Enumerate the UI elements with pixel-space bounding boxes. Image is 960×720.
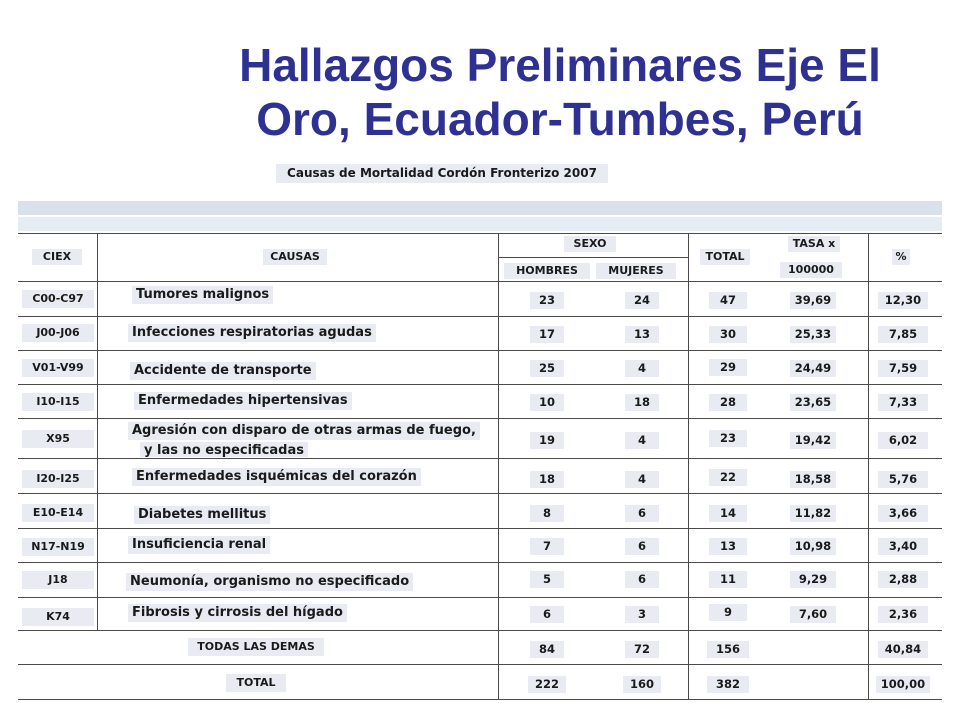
row-divider [18,528,942,529]
row-ciex: I10-I15 [22,393,94,411]
row-causa: Infecciones respiratorias agudas [128,324,376,342]
row-hombres: 17 [530,326,564,343]
others-total: 156 [707,641,749,658]
row-mujeres: 24 [625,292,659,309]
row-divider [18,630,942,631]
row-hombres: 10 [530,394,564,411]
row-hombres: 18 [530,471,564,488]
row-tasa: 23,65 [790,394,836,411]
row-divider [18,562,942,563]
row-ciex: N17-N19 [22,538,94,556]
row-hombres: 19 [530,432,564,449]
col-divider [688,233,689,700]
row-ciex: C00-C97 [22,290,94,308]
row-mujeres: 6 [625,505,659,522]
header-tasa-line1: TASA x [788,236,840,252]
row-divider [18,418,942,419]
row-tasa: 18,58 [790,471,836,488]
row-ciex: E10-E14 [22,504,94,522]
others-mujeres: 72 [625,641,659,658]
row-divider [18,458,942,459]
row-causa: Enfermedades hipertensivas [134,392,352,410]
row-hombres: 5 [530,571,564,588]
row-percent: 2,36 [878,606,928,623]
row-tasa: 24,49 [790,360,836,377]
row-total: 22 [709,469,747,486]
totals-total: 382 [707,676,749,693]
row-percent: 7,85 [878,326,928,343]
others-label: TODAS LAS DEMAS [188,638,324,656]
header-ciex: CIEX [32,249,82,265]
row-tasa: 11,82 [790,505,836,522]
row-percent: 7,33 [878,394,928,411]
row-causa: Diabetes mellitus [134,506,270,524]
totals-mujeres: 160 [623,676,661,693]
row-percent: 3,40 [878,538,928,555]
row-mujeres: 4 [625,432,659,449]
header-sexo: SEXO [564,236,616,252]
row-hombres: 8 [530,505,564,522]
row-ciex: X95 [22,430,94,448]
page-title-line1: Hallazgos Preliminares Eje El [239,39,881,91]
table-border-bottom [18,699,942,700]
totals-percent: 100,00 [876,676,930,693]
row-tasa: 9,29 [790,571,836,588]
row-tasa: 19,42 [790,432,836,449]
others-percent: 40,84 [878,641,928,658]
row-tasa: 7,60 [790,606,836,623]
row-hombres: 23 [530,292,564,309]
row-causa: Fibrosis y cirrosis del hígado [128,604,347,622]
totals-label: TOTAL [226,674,286,692]
row-total: 28 [709,394,747,411]
row-total: 47 [709,292,747,309]
header-band-top [18,201,942,215]
row-tasa: 25,33 [790,326,836,343]
row-percent: 2,88 [878,571,928,588]
row-mujeres: 4 [625,471,659,488]
row-percent: 12,30 [878,292,928,309]
header-mujeres: MUJERES [596,263,676,279]
row-ciex: V01-V99 [22,359,94,377]
row-tasa: 10,98 [790,538,836,555]
row-ciex: I20-I25 [22,470,94,488]
sexo-divider [498,257,688,258]
row-percent: 3,66 [878,505,928,522]
header-total: TOTAL [700,249,750,265]
row-causa: Enfermedades isquémicas del corazón [132,468,421,486]
row-percent: 7,59 [878,360,928,377]
page-title-line2: Oro, Ecuador-Tumbes, Perú [256,93,864,145]
row-ciex: K74 [22,608,94,626]
row-percent: 6,02 [878,432,928,449]
row-causa: Neumonía, organismo no especificado [126,573,413,591]
row-causa: Insuficiencia renal [128,536,270,554]
row-total: 23 [709,430,747,447]
row-percent: 5,76 [878,471,928,488]
row-hombres: 25 [530,360,564,377]
row-mujeres: 6 [625,538,659,555]
row-total: 11 [709,571,747,588]
row-mujeres: 3 [625,606,659,623]
row-causa: Accidente de transporte [130,362,316,380]
header-divider [18,281,942,282]
table-subtitle: Causas de Mortalidad Cordón Fronterizo 2007 [276,164,608,183]
header-percent: % [892,249,910,265]
col-divider [498,233,499,700]
table-border-top [18,233,942,234]
row-mujeres: 18 [625,394,659,411]
row-mujeres: 6 [625,571,659,588]
row-divider [18,350,942,351]
row-total: 14 [709,505,747,522]
row-hombres: 6 [530,606,564,623]
header-tasa-line2: 100000 [780,262,842,278]
others-hombres: 84 [530,641,564,658]
row-divider [18,384,942,385]
row-divider [18,493,942,494]
col-divider [868,233,869,700]
mortality-table [18,233,942,700]
row-ciex: J18 [22,571,94,589]
row-ciex: J00-J06 [22,324,94,342]
row-divider [18,316,942,317]
row-total: 13 [709,538,747,555]
row-divider [18,664,942,665]
row-mujeres: 13 [625,326,659,343]
page-title [200,38,920,146]
row-mujeres: 4 [625,360,659,377]
header-causas: CAUSAS [263,249,327,265]
row-hombres: 7 [530,538,564,555]
col-divider [97,233,98,631]
row-causa: Tumores malignos [132,286,273,304]
row-divider [18,597,942,598]
row-causa-line2: y las no especificadas [140,442,308,457]
row-causa: Agresión con disparo de otras armas de fuego, [128,422,480,440]
row-total: 30 [709,326,747,343]
row-tasa: 39,69 [790,292,836,309]
header-hombres: HOMBRES [504,263,590,279]
header-band-bottom [18,217,942,231]
row-total: 29 [709,359,747,376]
row-total: 9 [709,604,747,621]
totals-hombres: 222 [528,676,566,693]
